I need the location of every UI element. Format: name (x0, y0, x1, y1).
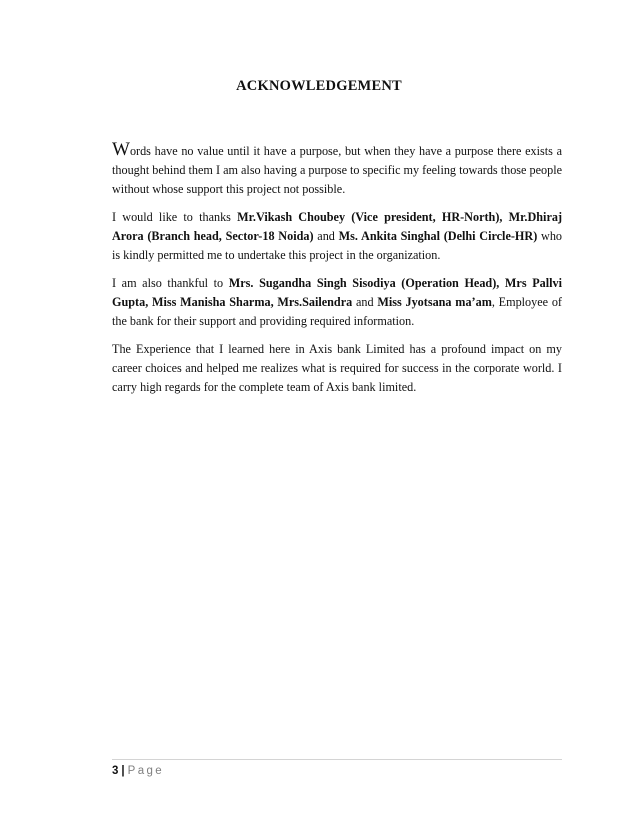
paragraph-1 (112, 140, 562, 199)
footer-divider (112, 759, 562, 760)
page-number: 3 (112, 765, 119, 777)
paragraph-3-text-b: and (352, 295, 378, 309)
page-title: ACKNOWLEDGEMENT (236, 78, 402, 94)
paragraph-2-text-a: I would like to thanks (112, 210, 238, 224)
page-label: Page (127, 765, 165, 777)
paragraph-2-text-c: who is kindly permitted me to undertake this project in the organization. (112, 229, 563, 262)
paragraph-3 (112, 274, 562, 331)
drop-cap: W (112, 139, 130, 160)
paragraph-2-names-b: Ms. Ankita Singhal (Delhi Circle-HR) (338, 229, 538, 243)
acknowledgement-body (112, 140, 562, 406)
paragraph-2-text-b: and (313, 229, 339, 243)
paragraph-3-text-c: , Employee of the bank for their support and providing required information. (112, 295, 562, 328)
paragraph-2-names-a: Mr.Vikash Choubey (Vice president, HR-North), Mr.Dhiraj Arora (Branch head, Sector-18 Noida) (112, 210, 563, 243)
paragraph-3-names-b: Miss Jyotsana ma’am (377, 295, 492, 309)
paragraph-3-names-a: Mrs. Sugandha Singh Sisodiya (Operation Head), Mrs Pallvi Gupta, Miss Manisha Sharma, Mrs.Sailendra (112, 276, 562, 309)
paragraph-1-text: ords have no value until it have a purpose, but when they have a purpose there exists a thought behind them I am also having a purpose to specific my feeling towards those people without whose support this project not possible. (112, 144, 562, 196)
footer-separator: | (121, 765, 125, 777)
page-footer (112, 765, 164, 777)
paragraph-4: The Experience that I learned here in Axis bank Limited has a profound impact on my career choices and helped me realizes what is required for success in the corporate world. I carry high regards for the complete team of Axis bank limited. (112, 342, 562, 394)
paragraph-3-text-a: I am also thankful to (112, 276, 229, 290)
paragraph-2 (112, 208, 562, 265)
